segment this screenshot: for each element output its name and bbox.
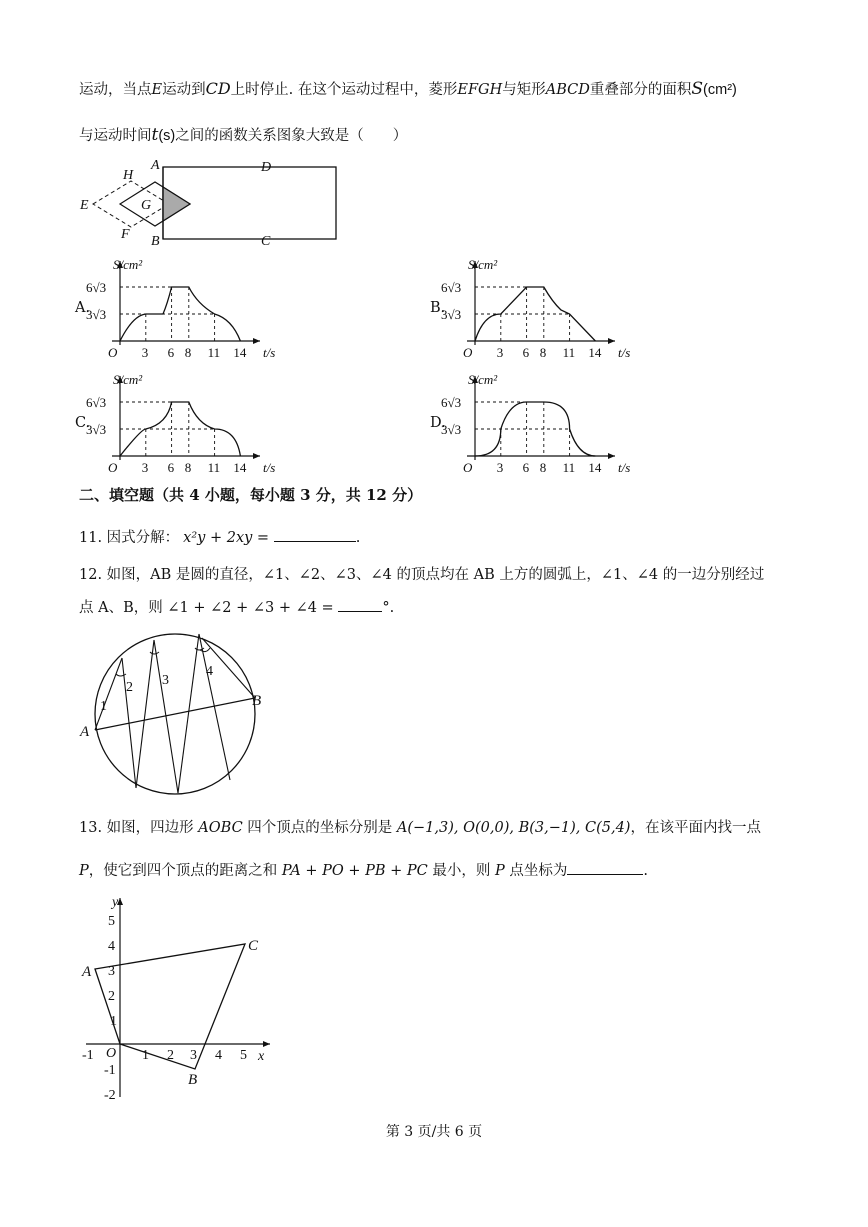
- q12-line2: 点 A、B，则 ∠1 + ∠2 + ∠3 + ∠4 = °.: [79, 597, 394, 618]
- label-c: C: [261, 234, 271, 249]
- x-tick: 14: [233, 345, 247, 360]
- x-tick: 11: [562, 460, 576, 475]
- diameter-ab: [95, 698, 255, 730]
- x-tick: 4: [215, 1048, 222, 1063]
- dashed-rhombus: [93, 181, 169, 227]
- y-tick: -1: [104, 1063, 116, 1078]
- y-tick: 2: [108, 989, 115, 1004]
- y-tick: -2: [104, 1088, 116, 1103]
- q13-answer-blank[interactable]: [567, 860, 643, 875]
- label-f: F: [121, 227, 130, 242]
- option-graph-2: [80, 370, 276, 475]
- x-tick: 8: [184, 460, 192, 475]
- x-tick: 11: [207, 345, 221, 360]
- x-axis-arrow: [608, 338, 615, 344]
- x-tick: 8: [539, 460, 547, 475]
- x-axis-label: t/s: [618, 345, 631, 360]
- q12-answer-blank[interactable]: [338, 597, 382, 612]
- x-tick: 1: [142, 1048, 149, 1063]
- y-tick-3root3: 3√3: [86, 307, 107, 322]
- x-axis-label: t/s: [263, 345, 276, 360]
- y-axis-label: S/cm²: [113, 372, 143, 387]
- origin-label: O: [463, 345, 473, 360]
- x-tick: 3: [496, 460, 504, 475]
- label-b: B: [151, 234, 160, 249]
- section-title: 二、填空题（共 4 小题，每小题 3 分，共 12 分）: [79, 486, 423, 504]
- q10-line2: 与运动时间t(s)之间的函数关系图象大致是（ ）: [79, 125, 408, 145]
- overlap-region: [163, 187, 190, 221]
- x-tick: 14: [233, 460, 247, 475]
- origin-label: O: [108, 460, 118, 475]
- page-footer: 第 3 页/共 6 页: [385, 1124, 483, 1140]
- x-tick: 11: [207, 460, 221, 475]
- x-tick: 6: [522, 460, 530, 475]
- y-tick-6root3: 6√3: [86, 280, 107, 295]
- q11-answer-blank[interactable]: [274, 527, 356, 542]
- x-tick: 8: [539, 345, 547, 360]
- point-c-label: C: [248, 938, 259, 954]
- option-graph-3: [435, 370, 631, 475]
- point-b-label: B: [252, 693, 262, 709]
- y-tick-3root3: 3√3: [86, 422, 107, 437]
- x-axis-label: t/s: [618, 460, 631, 475]
- point-b-label: B: [188, 1072, 198, 1088]
- y-axis-label: S/cm²: [468, 257, 498, 272]
- q13-line2: P，使它到四个顶点的距离之和 PA + PO + PB + PC 最小，则 P 点坐标为 .: [79, 860, 648, 881]
- q13-figure: [80, 892, 280, 1107]
- option-letter-3[interactable]: D.: [430, 415, 446, 431]
- origin-label: O: [463, 460, 473, 475]
- x-tick: 6: [522, 345, 530, 360]
- point-a-label: A: [82, 964, 92, 980]
- x-tick: 6: [167, 345, 175, 360]
- x-tick: 2: [167, 1048, 174, 1063]
- option-graph-0: [80, 255, 276, 360]
- y-tick: 4: [108, 939, 115, 954]
- q10-figure: [75, 155, 285, 255]
- y-tick-6root3: 6√3: [441, 280, 462, 295]
- x-tick: 3: [496, 345, 504, 360]
- x-tick: 3: [190, 1048, 197, 1063]
- x-axis-label: t/s: [263, 460, 276, 475]
- x-tick: 5: [240, 1048, 247, 1063]
- option-letter-0[interactable]: A.: [75, 300, 91, 316]
- x-tick: 8: [184, 345, 192, 360]
- q12-figure: [80, 630, 270, 795]
- y-tick-3root3: 3√3: [441, 422, 462, 437]
- x-tick: 6: [167, 460, 175, 475]
- y-axis-label: S/cm²: [113, 257, 143, 272]
- x-tick: -1: [82, 1048, 94, 1063]
- y-tick: 5: [108, 914, 115, 929]
- angle-4-label: 4: [206, 664, 213, 679]
- y-tick: 3: [108, 964, 115, 979]
- x-tick: 3: [141, 345, 149, 360]
- x-tick: 11: [562, 345, 576, 360]
- q11-line: 11. 因式分解： x²y + 2xy = .: [79, 527, 360, 548]
- q13-line1: 13. 如图，四边形 AOBC 四个顶点的坐标分别是 A(−1,3), O(0,0), B(3,−1), C(5,4)，在该平面内找一点: [79, 820, 761, 836]
- x-axis-arrow: [253, 338, 260, 344]
- angle-2-label: 2: [126, 680, 133, 695]
- label-d: D: [261, 160, 272, 175]
- y-axis-label: S/cm²: [468, 372, 498, 387]
- label-h: H: [123, 168, 134, 183]
- q10-line1: 运动，当点E运动到CD上时停止. 在这个运动过程中，菱形EFGH与矩形ABCD重叠部分的面积S(cm²): [79, 79, 737, 99]
- origin-label: O: [108, 345, 118, 360]
- origin-label: O: [106, 1046, 117, 1061]
- option-letter-1[interactable]: B.: [430, 300, 446, 316]
- x-tick: 3: [141, 460, 149, 475]
- option-letter-2[interactable]: C.: [75, 415, 91, 431]
- y-tick-3root3: 3√3: [441, 307, 462, 322]
- label-e: E: [80, 198, 89, 213]
- option-graph-1: [435, 255, 631, 360]
- point-a-label: A: [80, 724, 90, 740]
- y-tick-6root3: 6√3: [86, 395, 107, 410]
- y-tick-6root3: 6√3: [441, 395, 462, 410]
- y-axis-label: y: [112, 895, 119, 910]
- x-axis-arrow: [253, 453, 260, 459]
- label-a: A: [151, 158, 160, 173]
- y-tick: 1: [110, 1014, 117, 1029]
- x-tick: 14: [588, 460, 602, 475]
- angle-1-label: 1: [100, 699, 107, 714]
- label-g: G: [141, 198, 152, 213]
- x-tick: 14: [588, 345, 602, 360]
- x-axis-label: x: [258, 1049, 265, 1064]
- angle-3-label: 3: [162, 673, 169, 688]
- q12-line1: 12. 如图，AB 是圆的直径，∠1、∠2、∠3、∠4 的顶点均在 AB 上方的圆弧上，∠1、∠4 的一边分别经过: [79, 567, 765, 583]
- x-axis-arrow: [608, 453, 615, 459]
